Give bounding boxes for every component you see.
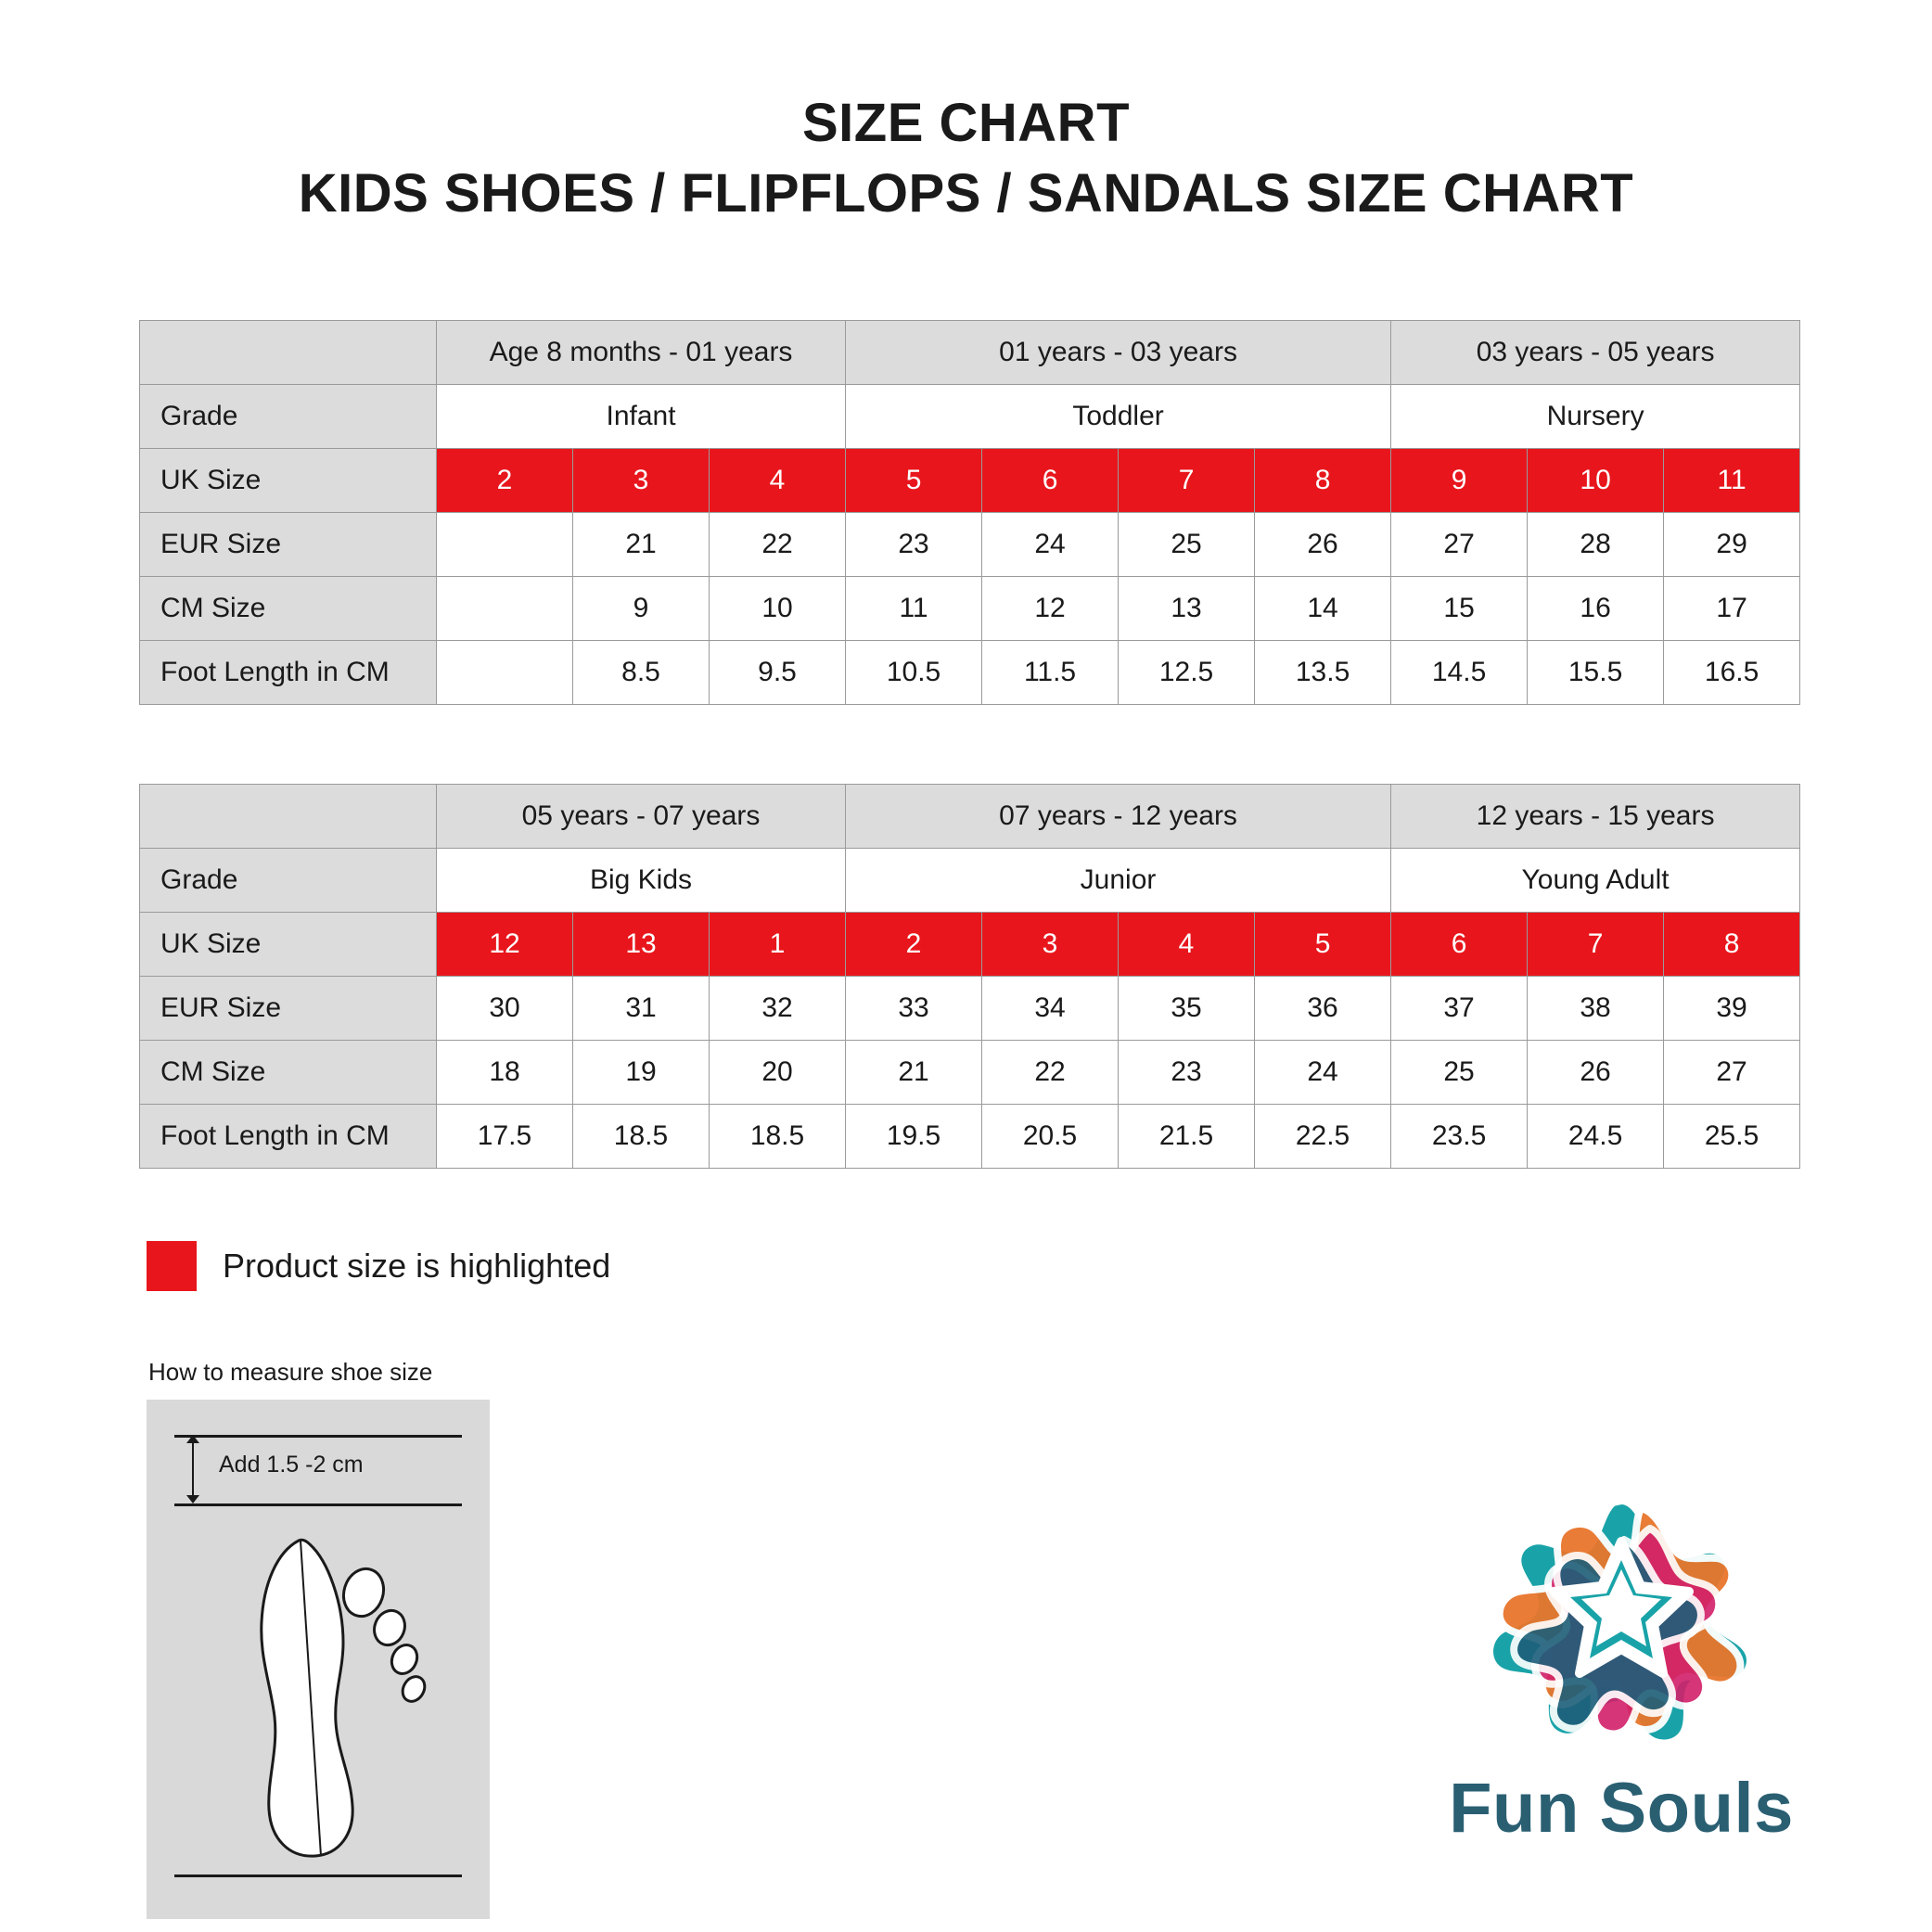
cm-size-cell: 18 [437, 1041, 573, 1105]
foot-length-cell [437, 641, 573, 705]
foot-length-cell: 9.5 [710, 641, 846, 705]
row-label-age [140, 785, 437, 849]
foot-length-cell: 8.5 [573, 641, 710, 705]
table-row-cm [140, 577, 1800, 641]
age-group-cell: 05 years - 07 years [437, 785, 846, 849]
footprint-icon [189, 1503, 430, 1874]
cm-size-cell: 26 [1528, 1041, 1664, 1105]
cm-size-cell: 17 [1664, 577, 1800, 641]
measure-line-bottom [174, 1874, 462, 1877]
eur-size-cell: 37 [1391, 977, 1528, 1041]
foot-length-cell: 20.5 [982, 1105, 1119, 1169]
uk-size-cell: 13 [573, 913, 710, 977]
row-label-grade: Grade [140, 849, 437, 913]
cm-size-cell: 15 [1391, 577, 1528, 641]
legend-label: Product size is highlighted [223, 1247, 611, 1286]
eur-size-cell: 33 [846, 977, 982, 1041]
eur-size-cell: 39 [1664, 977, 1800, 1041]
cm-size-cell: 24 [1255, 1041, 1391, 1105]
foot-length-cell: 12.5 [1119, 641, 1255, 705]
page-title: SIZE CHART [802, 93, 1130, 153]
foot-length-cell: 14.5 [1391, 641, 1528, 705]
uk-size-cell: 9 [1391, 449, 1528, 513]
row-label-age [140, 321, 437, 385]
foot-length-cell: 15.5 [1528, 641, 1664, 705]
measure-caption: Add 1.5 -2 cm [219, 1452, 364, 1478]
table-row [140, 849, 1800, 913]
cm-size-cell: 14 [1255, 577, 1391, 641]
uk-size-cell: 2 [846, 913, 982, 977]
foot-length-cell: 19.5 [846, 1105, 982, 1169]
eur-size-cell: 29 [1664, 513, 1800, 577]
highlight-swatch-icon [147, 1241, 197, 1291]
foot-length-cell: 11.5 [982, 641, 1119, 705]
uk-size-cell: 12 [437, 913, 573, 977]
cm-size-cell: 27 [1664, 1041, 1800, 1105]
table-row-eur [140, 977, 1800, 1041]
measure-instructions-title: How to measure shoe size [148, 1358, 433, 1387]
eur-size-cell: 35 [1119, 977, 1255, 1041]
table-row-foot [140, 641, 1800, 705]
uk-size-cell: 4 [710, 449, 846, 513]
uk-size-cell: 4 [1119, 913, 1255, 977]
uk-size-cell: 6 [982, 449, 1119, 513]
table-row [140, 785, 1800, 849]
eur-size-cell: 28 [1528, 513, 1664, 577]
row-label-cm: CM Size [140, 1041, 437, 1105]
page-subtitle: KIDS SHOES / FLIPFLOPS / SANDALS SIZE CHART [298, 162, 1634, 224]
uk-size-cell: 1 [710, 913, 846, 977]
legend [147, 1241, 1793, 1291]
table-row-foot [140, 1105, 1800, 1169]
uk-size-cell: 8 [1664, 913, 1800, 977]
table-row-uk [140, 913, 1800, 977]
title-block [139, 0, 1793, 227]
grade-cell: Toddler [846, 385, 1391, 449]
cm-size-cell: 16 [1528, 577, 1664, 641]
table-row-uk [140, 449, 1800, 513]
foot-length-cell: 24.5 [1528, 1105, 1664, 1169]
uk-size-cell: 5 [846, 449, 982, 513]
foot-length-cell: 10.5 [846, 641, 982, 705]
cm-size-cell: 20 [710, 1041, 846, 1105]
grade-cell: Young Adult [1391, 849, 1800, 913]
cm-size-cell: 10 [710, 577, 846, 641]
table-row [140, 321, 1800, 385]
table-row [140, 385, 1800, 449]
measure-line-top [174, 1435, 462, 1438]
table-row-cm [140, 1041, 1800, 1105]
foot-length-cell: 23.5 [1391, 1105, 1528, 1169]
cm-size-cell: 13 [1119, 577, 1255, 641]
cm-size-cell: 12 [982, 577, 1119, 641]
age-group-cell: 03 years - 05 years [1391, 321, 1800, 385]
cm-size-cell [437, 577, 573, 641]
grade-cell: Nursery [1391, 385, 1800, 449]
eur-size-cell: 23 [846, 513, 982, 577]
foot-length-cell: 13.5 [1255, 641, 1391, 705]
measure-diagram [147, 1400, 490, 1919]
foot-length-cell: 16.5 [1664, 641, 1800, 705]
double-arrow-icon [184, 1435, 202, 1503]
eur-size-cell: 31 [573, 977, 710, 1041]
foot-length-cell: 18.5 [710, 1105, 846, 1169]
grade-cell: Junior [846, 849, 1391, 913]
row-label-eur: EUR Size [140, 513, 437, 577]
cm-size-cell: 21 [846, 1041, 982, 1105]
uk-size-cell: 10 [1528, 449, 1664, 513]
cm-size-cell: 9 [573, 577, 710, 641]
eur-size-cell: 32 [710, 977, 846, 1041]
eur-size-cell: 30 [437, 977, 573, 1041]
size-table-one [139, 320, 1800, 705]
row-label-uk: UK Size [140, 449, 437, 513]
foot-length-cell: 17.5 [437, 1105, 573, 1169]
eur-size-cell: 24 [982, 513, 1119, 577]
cm-size-cell: 25 [1391, 1041, 1528, 1105]
row-label-grade: Grade [140, 385, 437, 449]
row-label-foot-length: Foot Length in CM [140, 641, 437, 705]
table-row-eur [140, 513, 1800, 577]
star-logo-icon [1468, 1484, 1774, 1762]
foot-length-cell: 18.5 [573, 1105, 710, 1169]
brand-name: Fun Souls [1449, 1769, 1794, 1848]
cm-size-cell: 23 [1119, 1041, 1255, 1105]
uk-size-cell: 5 [1255, 913, 1391, 977]
foot-length-cell: 25.5 [1664, 1105, 1800, 1169]
eur-size-cell: 21 [573, 513, 710, 577]
eur-size-cell: 36 [1255, 977, 1391, 1041]
brand-logo [1422, 1484, 1821, 1849]
age-group-cell: Age 8 months - 01 years [437, 321, 846, 385]
uk-size-cell: 6 [1391, 913, 1528, 977]
eur-size-cell: 22 [710, 513, 846, 577]
foot-length-cell: 22.5 [1255, 1105, 1391, 1169]
row-label-foot-length: Foot Length in CM [140, 1105, 437, 1169]
uk-size-cell: 3 [982, 913, 1119, 977]
grade-cell: Infant [437, 385, 846, 449]
eur-size-cell: 25 [1119, 513, 1255, 577]
cm-size-cell: 19 [573, 1041, 710, 1105]
eur-size-cell: 27 [1391, 513, 1528, 577]
uk-size-cell: 2 [437, 449, 573, 513]
cm-size-cell: 22 [982, 1041, 1119, 1105]
size-table-two [139, 784, 1800, 1169]
eur-size-cell: 38 [1528, 977, 1664, 1041]
age-group-cell: 01 years - 03 years [846, 321, 1391, 385]
uk-size-cell: 11 [1664, 449, 1800, 513]
eur-size-cell: 26 [1255, 513, 1391, 577]
row-label-eur: EUR Size [140, 977, 437, 1041]
cm-size-cell: 11 [846, 577, 982, 641]
row-label-uk: UK Size [140, 913, 437, 977]
eur-size-cell: 34 [982, 977, 1119, 1041]
uk-size-cell: 7 [1119, 449, 1255, 513]
age-group-cell: 07 years - 12 years [846, 785, 1391, 849]
row-label-cm: CM Size [140, 577, 437, 641]
grade-cell: Big Kids [437, 849, 846, 913]
uk-size-cell: 7 [1528, 913, 1664, 977]
age-group-cell: 12 years - 15 years [1391, 785, 1800, 849]
foot-length-cell: 21.5 [1119, 1105, 1255, 1169]
uk-size-cell: 8 [1255, 449, 1391, 513]
uk-size-cell: 3 [573, 449, 710, 513]
eur-size-cell [437, 513, 573, 577]
